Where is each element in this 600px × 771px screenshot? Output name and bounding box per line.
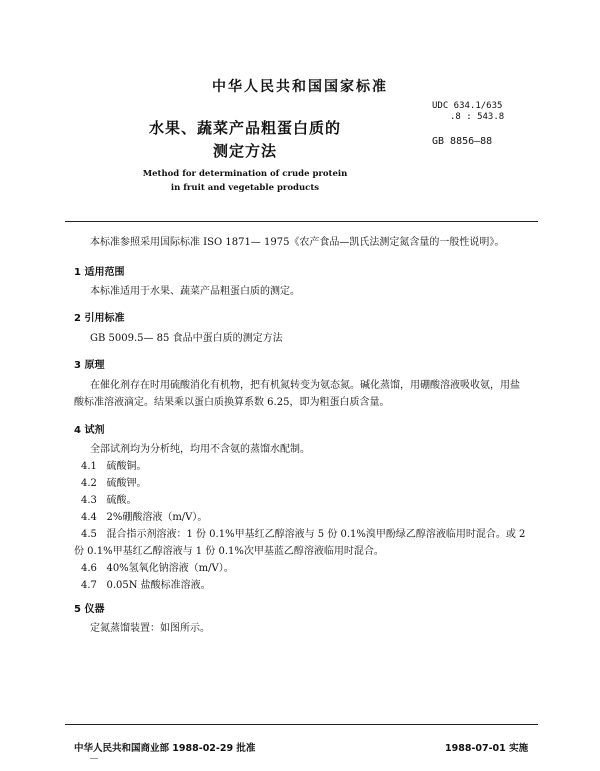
reagent-item (81, 494, 136, 508)
reagent-item (81, 477, 146, 491)
scan-mark (90, 758, 98, 759)
section-5-text: 定氮蒸馏装置：如图所示。 (90, 623, 210, 634)
section-2-text: GB 5009.5— 85 食品中蛋白质的测定方法 (90, 333, 283, 344)
reagent-number: 4.5 (81, 529, 97, 540)
reagent-number: 4.3 (81, 495, 97, 506)
section-2-heading: 2 引用标准 (74, 313, 125, 324)
section-4-heading: 4 试剂 (74, 425, 105, 436)
reagent-item (81, 511, 207, 525)
implementation-date: 1988-07-01 实施 (445, 743, 529, 754)
footer-divider (65, 724, 538, 725)
reagent-number: 4.4 (81, 512, 97, 523)
reagent-text: 混合指示剂溶液：1 份 0.1%甲基红乙醇溶液与 5 份 0.1%溴甲酚绿乙醇溶液临用时混合。或 2 (106, 529, 526, 540)
reagent-item (81, 528, 525, 542)
reagent-text: 40%氢氧化钠溶液（m/V）。 (106, 563, 234, 574)
reagent-item-continuation (74, 545, 384, 559)
reagent-text: 2%硼酸溶液（m/V）。 (106, 512, 208, 523)
section-5-heading: 5 仪器 (74, 604, 105, 615)
section-4-intro: 全部试剂均为分析纯，均用不含氨的蒸馏水配制。 (90, 444, 310, 455)
reagent-number: 4.6 (81, 563, 97, 574)
intro-paragraph: 本标准参照采用国际标准 ISO 1871— 1975《农产食品—凯氏法测定氮含量的一般性说明》。 (90, 237, 505, 248)
section-3-line2: 酸标准溶液滴定。结果乘以蛋白质换算系数 6.25，即为粗蛋白质含量。 (74, 397, 390, 408)
document-title-line2: 测定方法 (212, 142, 277, 160)
english-title-line2: in fruit and vegetable products (170, 183, 320, 193)
reagent-item (81, 562, 234, 576)
gb-number: GB 8856—88 (432, 136, 493, 147)
reagent-item (81, 460, 146, 474)
reagent-text: 硫酸钾。 (106, 478, 147, 489)
udc-code-line1: UDC 634.1/635 (432, 101, 503, 111)
reagent-text: 硫酸铜。 (106, 461, 147, 472)
reagent-text: 硫酸。 (106, 495, 137, 506)
section-3-heading: 3 原理 (74, 360, 105, 371)
header-divider (65, 221, 538, 222)
reagent-text: 0.05N 盐酸标准溶液。 (106, 580, 211, 591)
reagent-number: 4.1 (81, 461, 97, 472)
reagent-text: 份 0.1%甲基红乙醇溶液与 1 份 0.1%次甲基蓝乙醇溶液临用时混合。 (74, 546, 384, 557)
national-standard-heading: 中华人民共和国国家标准 (212, 79, 388, 95)
document-title-line1: 水果、蔬菜产品粗蛋白质的 (148, 119, 341, 137)
reagent-number: 4.7 (81, 580, 97, 591)
section-3-line1: 在催化剂存在时用硫酸消化有机物，把有机氮转变为氨态氮。碱化蒸馏，用硼酸溶液吸收氨，用盐 (90, 380, 520, 391)
english-title-line1: Method for determination of crude protein (142, 169, 348, 179)
reagent-item (81, 579, 211, 593)
approval-line: 中华人民共和国商业部 1988-02-29 批准 (74, 743, 256, 754)
udc-code-line2: .8 : 543.8 (450, 112, 505, 122)
reagent-number: 4.2 (81, 478, 97, 489)
section-1-text: 本标准适用于水果、蔬菜产品粗蛋白质的测定。 (90, 286, 300, 297)
section-1-heading: 1 适用范围 (74, 267, 125, 278)
